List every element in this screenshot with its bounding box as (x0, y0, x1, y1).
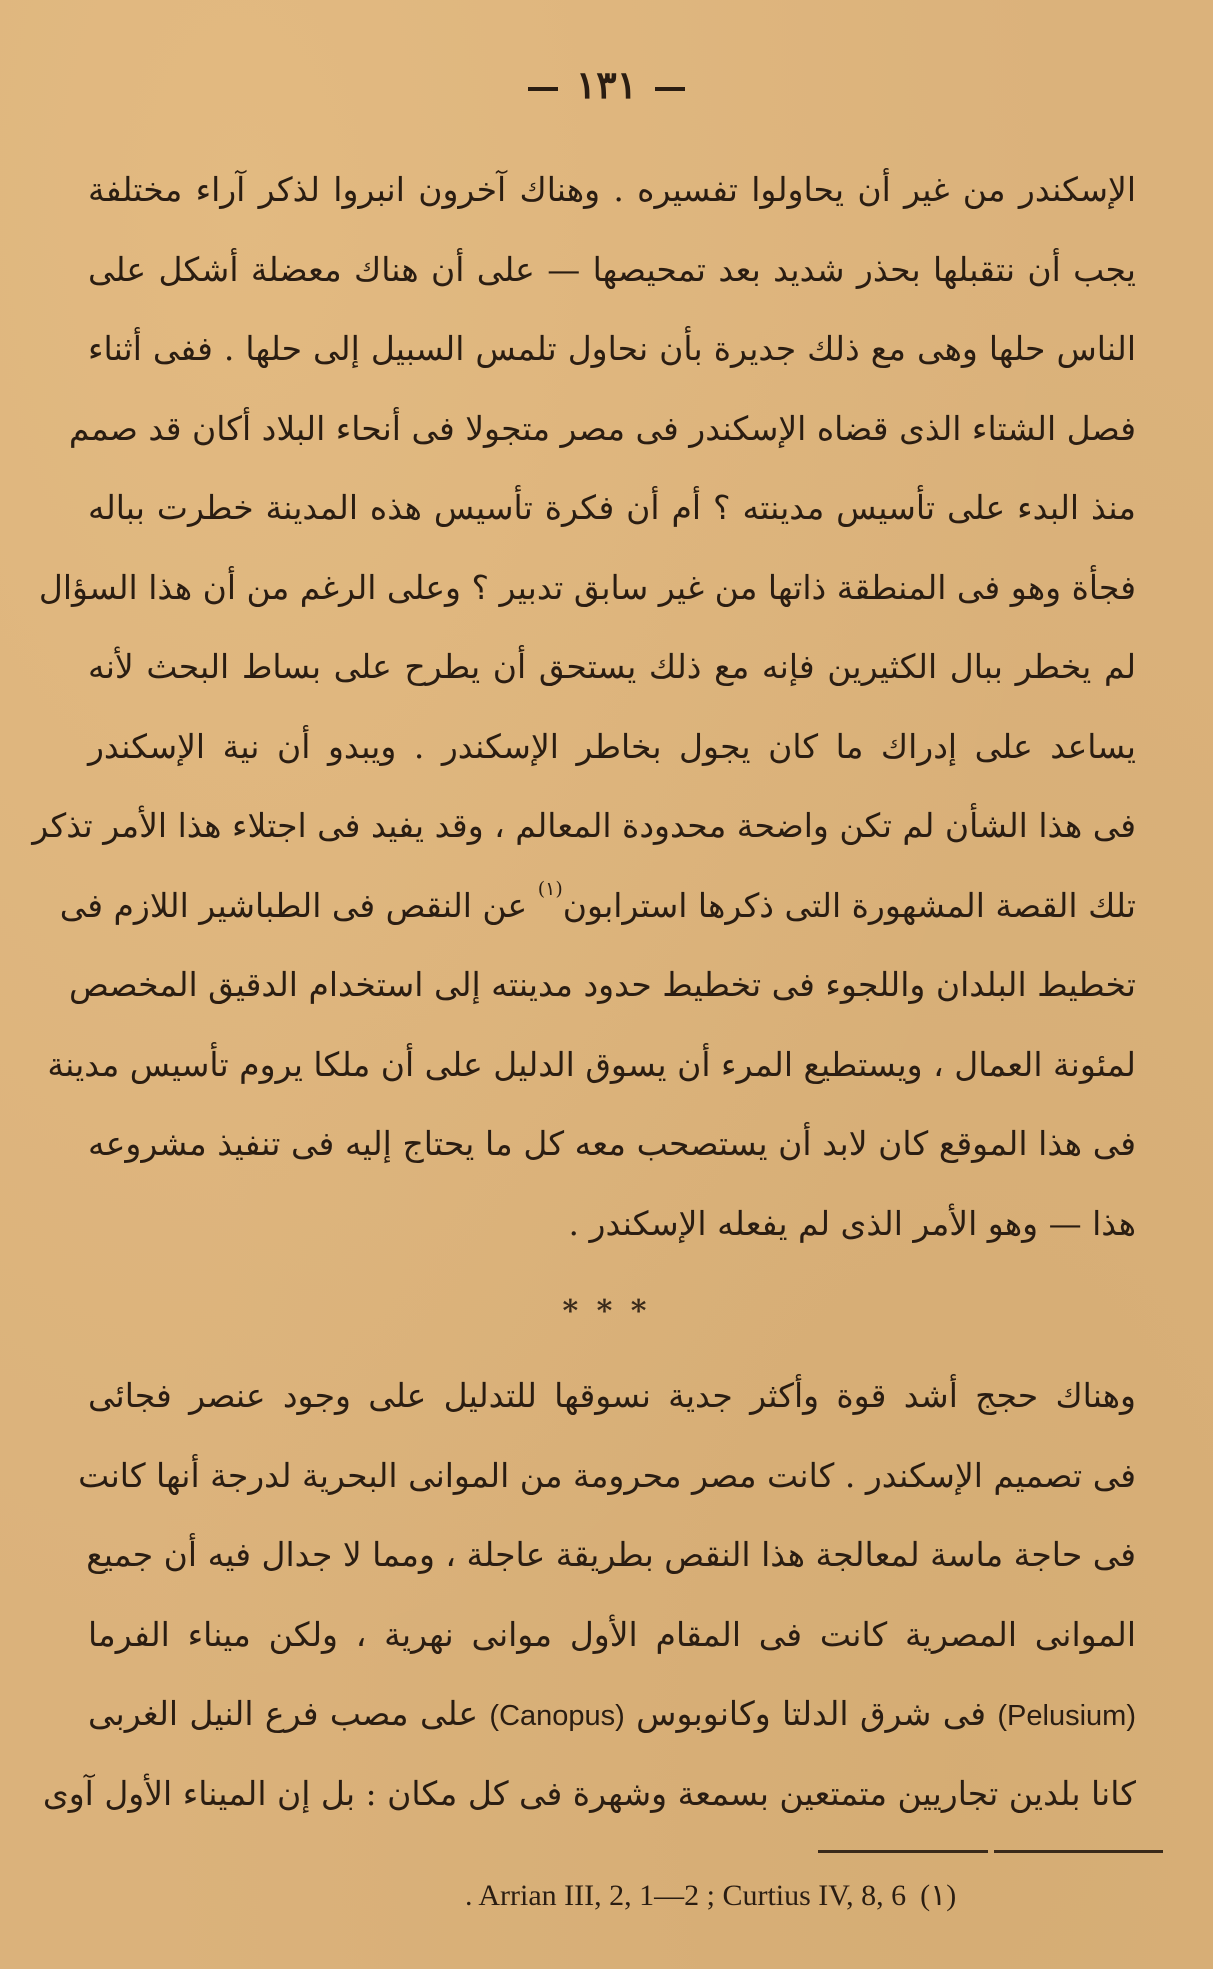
footnote-reference-1[interactable]: (١) (537, 877, 563, 900)
footnote-divider (818, 1850, 1163, 1853)
text-line: فى هذا الموقع كان لابد أن يستصحب معه كل ما يحتاج إليه فى تنفيذ مشروعه (88, 1124, 1136, 1163)
footnote-divider-segment (818, 1850, 988, 1853)
page-number (0, 62, 1213, 107)
text-line: فى تصميم الإسكندر . كانت مصر محرومة من الموانى البحرية لدرجة أنها كانت (78, 1455, 1136, 1495)
footnote-divider-segment (994, 1850, 1164, 1853)
latin-term-pelusium: (Pelusium) (997, 1700, 1136, 1732)
text-line: وهناك حجج أشد قوة وأكثر جدية نسوقها للتدليل على وجود عنصر فجائى (88, 1376, 1136, 1415)
section-separator-asterisks: * * * (562, 1294, 651, 1329)
text-segment: فى شرق الدلتا وكانوبوس (624, 1694, 998, 1733)
text-line: لم يخطر ببال الكثيرين فإنه مع ذلك يستحق أن يطرح على بساط البحث لأنه (88, 647, 1136, 686)
footnote-number: (١) (920, 1879, 957, 1912)
text-line: الموانى المصرية كانت فى المقام الأول موانى نهرية ، ولكن ميناء الفرما (88, 1614, 1136, 1654)
text-line-with-latin-terms (88, 1674, 1136, 1754)
paragraph-1 (32, 150, 1136, 1263)
text-line: هذا — وهو الأمر الذى لم يفعله الإسكندر . (568, 1203, 1136, 1243)
text-line-with-footnote (59, 866, 1136, 946)
text-line: منذ البدء على تأسيس مدينته ؟ أم أن فكرة تأسيس هذه المدينة خطرت بباله (88, 488, 1136, 527)
footnote-1 (465, 1872, 1085, 1920)
text-line: يجب أن نتقبلها بحذر شديد بعد تمحيصها — على أن هناك معضلة أشكل على (88, 249, 1136, 289)
text-segment: عن النقص فى الطباشير اللازم فى (59, 885, 538, 925)
text-line: لمئونة العمال ، ويستطيع المرء أن يسوق الدليل على أن ملكا يروم تأسيس مدينة (47, 1044, 1136, 1084)
text-line: فجأة وهو فى المنطقة ذاتها من غير سابق تدبير ؟ وعلى الرغم من أن هذا السؤال (38, 567, 1136, 607)
text-line: فى حاجة ماسة لمعالجة هذا النقص بطريقة عاجلة ، ومما لا جدال فيه أن جميع (86, 1535, 1136, 1574)
page-number-dash-right (528, 87, 558, 91)
text-line: تخطيط البلدان واللجوء فى تخطيط حدود مدينته إلى استخدام الدقيق المخصص (69, 965, 1136, 1004)
page-number-value: ١٣١ (575, 62, 638, 107)
text-line: الإسكندر من غير أن يحاولوا تفسيره . وهناك آخرون انبروا لذكر آراء مختلفة (88, 170, 1136, 209)
latin-term-canopus: (Canopus) (489, 1700, 625, 1732)
text-line: يساعد على إدراك ما كان يجول بخاطر الإسكندر . ويبدو أن نية الإسكندر (88, 726, 1136, 766)
footnote-text: . Arrian III, 2, 1—2 ; Curtius IV, 8, 6 (465, 1879, 907, 1912)
text-line: كانا بلدين تجاريين متمتعين بسمعة وشهرة فى كل مكان : بل إن الميناء الأول آوى (42, 1773, 1136, 1813)
text-line: الناس حلها وهى مع ذلك جديرة بأن نحاول تلمس السبيل إلى حلها . ففى أثناء (88, 329, 1136, 368)
paragraph-2 (42, 1356, 1136, 1833)
text-line: فى هذا الشأن لم تكن واضحة محدودة المعالم ، وقد يفيد فى اجتلاء هذا الأمر تذكر (32, 806, 1136, 845)
text-segment: تلك القصة المشهورة التى ذكرها استرابون (562, 885, 1136, 925)
text-line: فصل الشتاء الذى قضاه الإسكندر فى مصر متجولا فى أنحاء البلاد أكان قد صمم (68, 408, 1136, 448)
text-segment: على مصب فرع النيل الغربى (88, 1694, 490, 1733)
page-number-dash-left (655, 87, 685, 91)
